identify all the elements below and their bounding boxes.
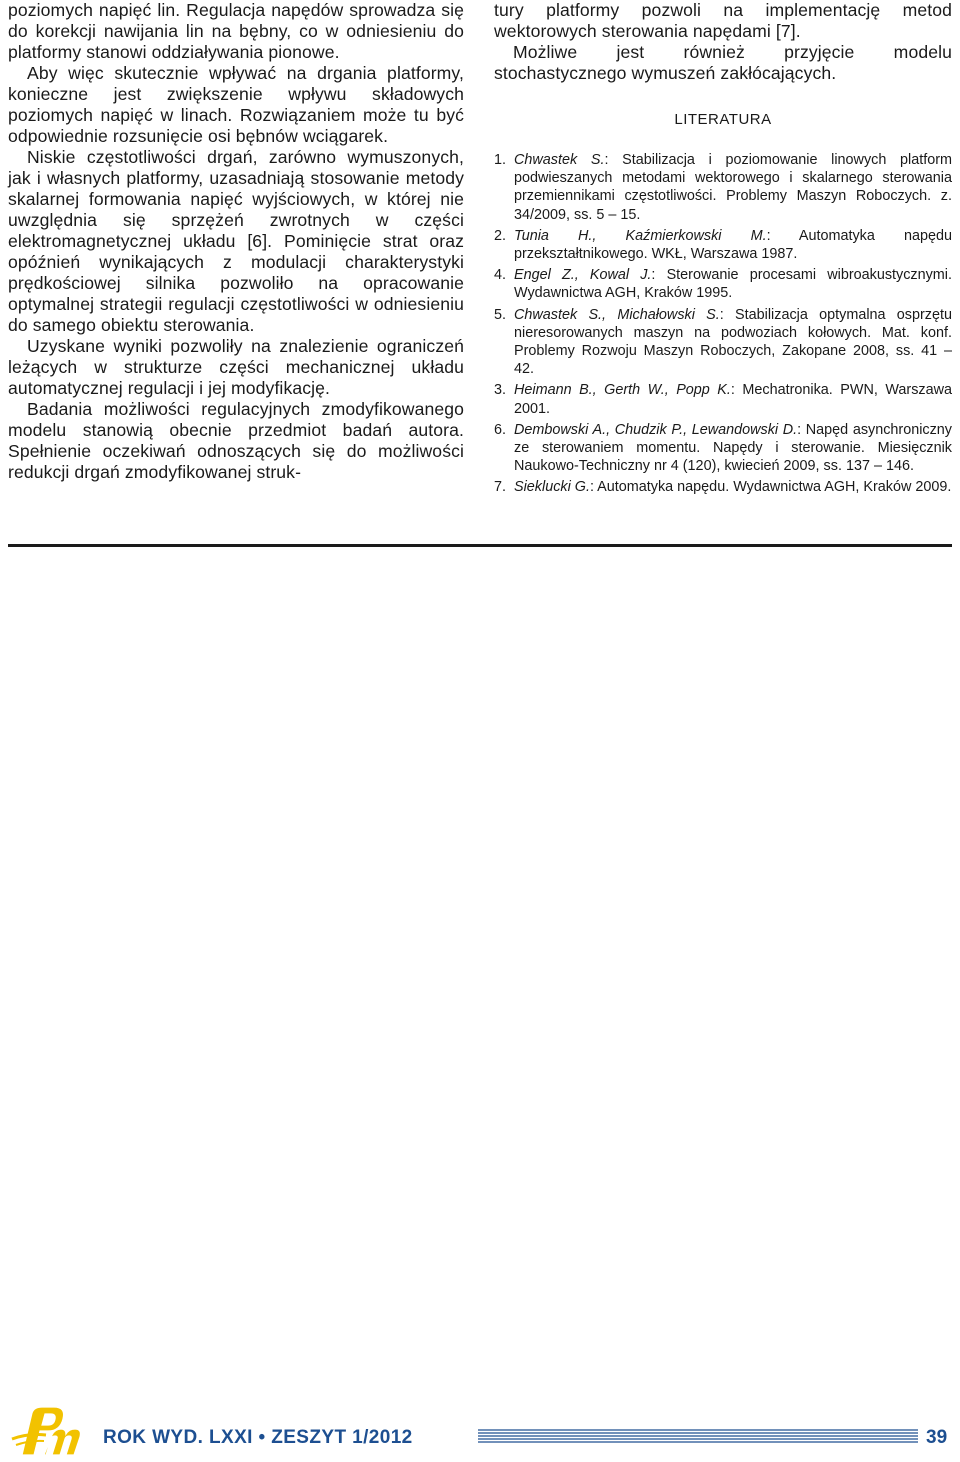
reference-number: 4. xyxy=(494,267,507,284)
paragraph: poziomych napięć lin. Regulacja napędów sprowadza się do korekcji nawijania lin na bębny, co w odniesieniu do platformy stanowi oddziaływania pionowe. xyxy=(8,0,464,62)
reference-authors: Engel Z., Kowal J. xyxy=(514,267,652,284)
reference-text: : Stabilizacja i poziomowanie linowych platform podwieszanych metodami wektorowego i skalarnego sterowania przemiennikami częstotliwości. Problemy Maszyn Roboczych. z. 34/2009, ss. 5 – 15. xyxy=(514,152,953,223)
reference-item xyxy=(494,381,952,417)
reference-list xyxy=(494,151,952,497)
reference-authors: Chwastek S., Michałowski S. xyxy=(514,306,720,323)
reference-text: : Napęd asynchroniczny ze sterowaniem momentu. Napędy i sterowanie. Miesięcznik Naukowo-Techniczny nr 4 (120), kwiecień 2009, ss. 137 – 146. xyxy=(514,421,952,475)
reference-number: 1. xyxy=(494,152,507,168)
paragraph: tury platformy pozwoli na implementację metod wektorowych sterowania napędami [7]. xyxy=(494,0,952,41)
reference-text: : Mechatronika. PWN, Warszawa 2001. xyxy=(514,382,952,417)
reference-item xyxy=(494,306,952,379)
reference-item xyxy=(494,227,952,263)
reference-text: : Automatyka napędu. Wydawnictwa AGH, Kraków 2009. xyxy=(589,479,952,496)
reference-item xyxy=(494,478,952,496)
paragraph: Aby więc skutecznie wpływać na drgania platformy, konieczne jest zwiększenie wpływu składowych poziomych napięć w linach. Rozwiązaniem może tu być odpowiednie rozsunięcie osi bębnów wciągarek. xyxy=(8,63,464,146)
reference-number: 3. xyxy=(494,382,507,399)
reference-authors: Dembowski A., Chudzik P., Lewandowski D. xyxy=(514,421,798,438)
reference-text: : Stabilizacja optymalna osprzętu nieresorowanych maszyn na podwoziach kołowych. Mat. konf. Problemy Rozwoju Maszyn Roboczych, Zakopane 2008, ss. 41 – 42. xyxy=(514,306,952,378)
literature-heading: LITERATURA xyxy=(674,111,772,128)
paragraph: Możliwe jest również przyjęcie modelu stochastycznego wymuszeń zakłócających. xyxy=(494,42,952,83)
reference-item xyxy=(494,151,952,224)
reference-authors: Tunia H., Kaźmierkowski M. xyxy=(514,227,767,244)
reference-number: 7. xyxy=(494,479,507,496)
right-column xyxy=(494,0,952,500)
reference-number: 5. xyxy=(494,306,507,323)
left-column xyxy=(8,0,464,483)
reference-number: 6. xyxy=(494,421,507,438)
reference-authors: Heimann B., Gerth W., Popp K. xyxy=(514,382,731,399)
issue-info: ROK WYD. LXXI • ZESZYT 1/2012 xyxy=(103,1427,413,1448)
decorative-lines xyxy=(478,1429,918,1445)
paragraph: Uzyskane wyniki pozwoliły na znalezienie ograniczeń leżących w strukturze części mechanicznej układu automatycznej regulacji i jej modyfikację. xyxy=(8,336,464,398)
paragraph: Badania możliwości regulacyjnych zmodyfikowanego modelu stanowią obecnie przedmiot badań autora. Spełnienie oczekiwań odnoszących się do możliwości redukcji drgań zmodyfikowanej struk- xyxy=(8,399,464,482)
reference-item xyxy=(494,266,952,302)
paragraph: Niskie częstotliwości drgań, zarówno wymuszonych, jak i własnych platformy, uzasadniają stosowanie metody skalarnej formowania napięć wyjściowych, w której nie uwzględnia się sprzężeń zwrotnych w części elektromagnetycznej układu [6]. Pominięcie strat oraz opóźnień wynikających z modulacji charakterystyki prędkościowej silnika pozwoliło na opracowanie optymalnej strategii regulacji częstotliwości w odniesieniu do samego obiektu sterowania. xyxy=(8,147,464,335)
reference-text: : Automatyka napędu przekształtnikowego. WKŁ, Warszawa 1987. xyxy=(514,227,952,263)
reference-number: 2. xyxy=(494,227,507,244)
reference-item xyxy=(494,421,952,476)
reference-authors: Chwastek S. xyxy=(514,152,605,168)
pm-logo-icon xyxy=(8,1405,90,1457)
section-divider xyxy=(8,544,952,547)
page-footer xyxy=(0,1395,960,1458)
page-number: 39 xyxy=(926,1427,948,1448)
reference-text: : Sterowanie procesami wibroakustycznymi. Wydawnictwa AGH, Kraków 1995. xyxy=(514,267,952,302)
reference-authors: Sieklucki G. xyxy=(514,479,590,496)
